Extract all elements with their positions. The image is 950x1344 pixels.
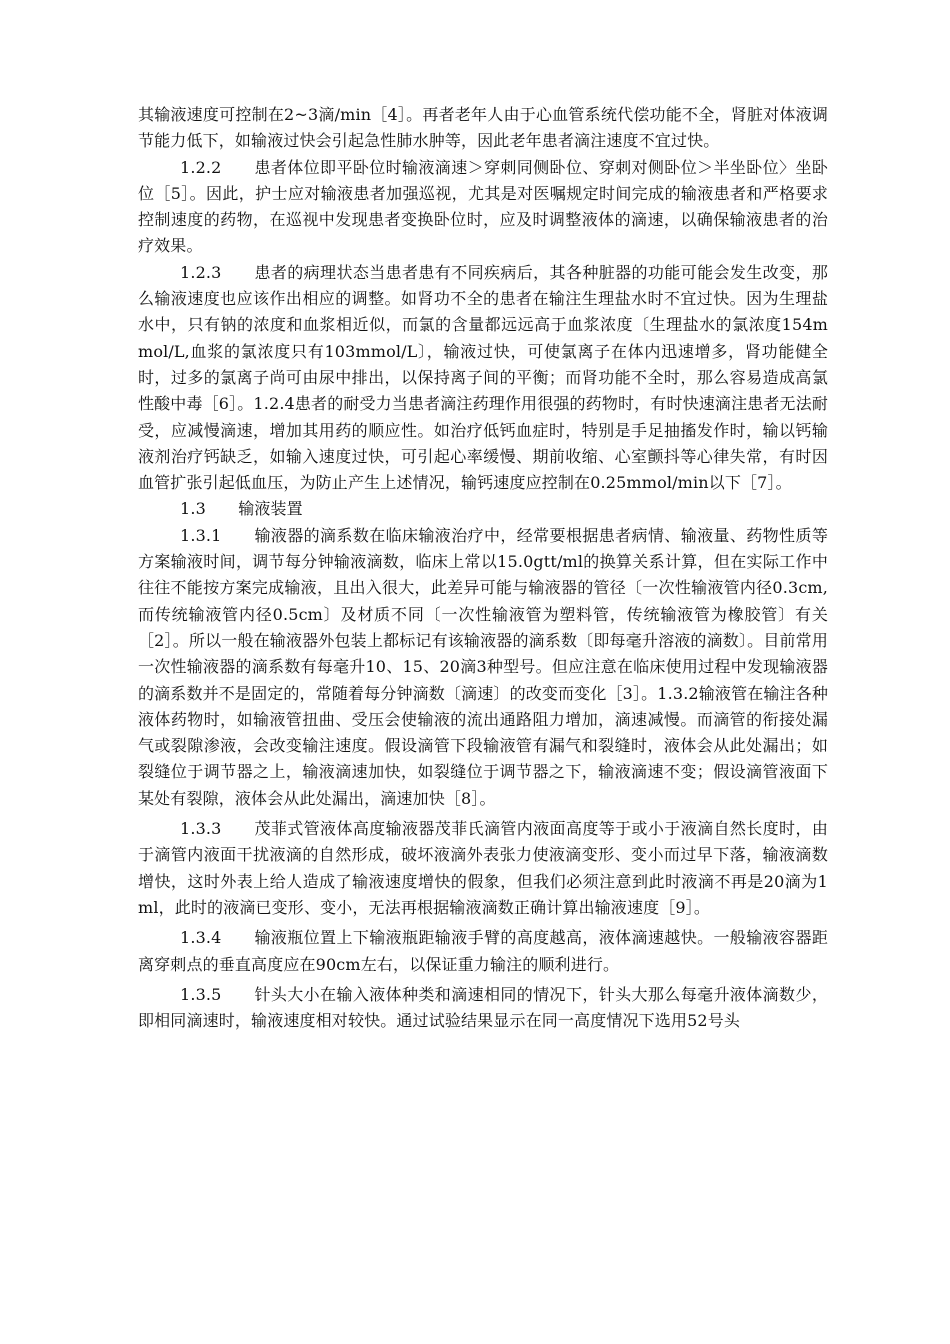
paragraph-1-2-2: 1.2.2 患者体位即平卧位时输液滴速＞穿刺同侧卧位、穿刺对侧卧位＞半坐卧位〉坐卧位［5］。因此，护士应对输液患者加强巡视，尤其是对医嘱规定时间完成的输液患者和严格要求控制速度的药物，在巡视中发现患者变换卧位时，应及时调整液体的滴速，以确保输液患者的治疗效果。 <box>138 157 828 256</box>
paragraph-1-2-3: 1.2.3 患者的病理状态当患者患有不同疾病后，其各种脏器的功能可能会发生改变，那么输液速度也应该作出相应的调整。如肾功不全的患者在输注生理盐水时不宜过快。因为生理盐水中，只有钠的浓度和血浆相近似，而氯的含量都远远高于血浆浓度〔生理盐水的氯浓度154mmol/L,血浆的氯浓度只有103mmol/L〕，输液过快，可使氯离子在体内迅速增多，肾功能健全时，过多的氯离子尚可由尿中排出，以保持离子间的平衡；而肾功能不全时，那么容易造成高氯性酸中毒［6］。1.2.4患者的耐受力当患者滴注药理作用很强的药物时，有时快速滴注患者无法耐受，应减慢滴速，增加其用药的顺应性。如治疗低钙血症时，特别是手足抽搐发作时，输以钙输液剂治疗钙缺乏，如输入速度过快，可引起心率缓慢、期前收缩、心室颤抖等心律失常，有时因血管扩张引起低血压，为防止产生上述情况，输钙速度应控制在0.25mmol/min以下［7］。 <box>138 262 828 493</box>
paragraph-intro: 其输液速度可控制在2~3滴/min［4］。再者老年人由于心血管系统代偿功能不全，肾脏对体液调节能力低下，如输液过快会引起急性肺水肿等，因此老年患者滴注速度不宜过快。 <box>138 105 828 151</box>
document-body <box>138 102 828 1034</box>
paragraph-1-3-4: 1.3.4 输液瓶位置上下输液瓶距输液手臂的高度越高，液体滴速越快。一般输液容器距离穿刺点的垂直高度应在90cm左右，以保证重力输注的顺利进行。 <box>138 928 828 974</box>
paragraph-1-3-5: 1.3.5 针头大小在输入液体种类和滴速相同的情况下，针头大那么每毫升液体滴数少，即相同滴速时，输液速度相对较快。通过试验结果显示在同一高度情况下选用52号头 <box>138 984 828 1031</box>
paragraph-1-3-3: 1.3.3 茂菲式管液体高度输液器茂菲氏滴管内液面高度等于或小于液滴自然长度时，由于滴管内液面干扰液滴的自然形成，破坏液滴外表张力使液滴变形、变小而过早下落，输液滴数增快，这时外表上给人造成了输液速度增快的假象，但我们必须注意到此时液滴不再是20滴为1ml，此时的液滴已变形、变小，无法再根据输液滴数正确计算出输液速度［9］。 <box>138 819 828 917</box>
paragraph-1-3-1: 1.3.1 输液器的滴系数在临床输液治疗中，经常要根据患者病情、输液量、药物性质等方案输液时间，调节每分钟输液滴数，临床上常以15.0gtt/ml的换算关系计算，但在实际工作中往往不能按方案完成输液，且出入很大，此差异可能与输液器的管径〔一次性输液管内径0.3cm,而传统输液管内径0.5cm〕及材质不同〔一次性输液管为塑料管，传统输液管为橡胶管〕有关［2］。所以一般在输液器外包装上都标记有该输液器的滴系数〔即每毫升溶液的滴数〕。目前常用一次性输液器的滴系数有每毫升10、15、20滴3种型号。但应注意在临床使用过程中发现输液器的滴系数并不是固定的，常随着每分钟滴数〔滴速〕的改变而变化［3］。1.3.2输液管在输注各种液体药物时，如输液管扭曲、受压会使输液的流出通路阻力增加，滴速减慢。而滴管的衔接处漏气或裂隙渗液，会改变输注速度。假设滴管下段输液管有漏气和裂缝时，液体会从此处漏出；如裂缝位于调节器之上，输液滴速加快，如裂缝位于调节器之下，输液滴速不变；假设滴管液面下某处有裂隙，液体会从此处漏出，滴速加快［8］。 <box>138 525 828 808</box>
section-heading-1-3: 1.3 输液装置 <box>180 499 303 519</box>
